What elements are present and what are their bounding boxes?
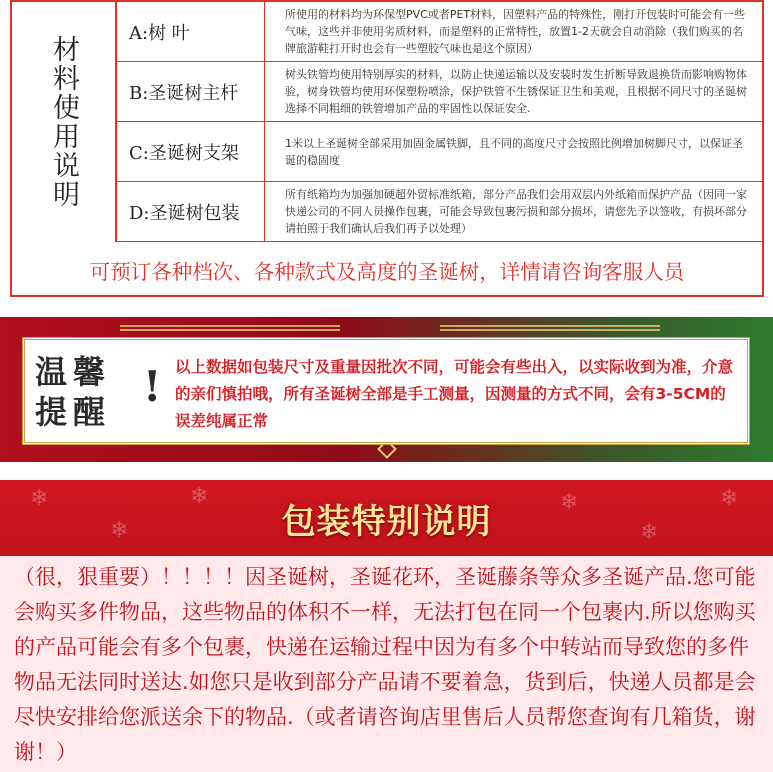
packaging-title: 包装特别说明 [281, 501, 492, 542]
material-table-title: 材料使用说明 [48, 35, 79, 209]
packaging-header [0, 480, 773, 556]
material-row-label: C:圣诞树支架 [117, 122, 265, 181]
material-row-desc: 所有纸箱均为加强加硬超外贸标准纸箱，部分产品我们会用双层内外纸箱而保护产品（因同一家快递公司的不同人员操作包裹，可能会导致包裹污损和部分损坏，请您先予以签收，有损坏部分请拍照于我们确认后我们再予以处理） [285, 188, 747, 235]
snowflake-icon: ❄ [720, 486, 739, 511]
snowflake-icon: ❄ [30, 486, 49, 511]
warm-reminder-heading-line2: 提醒 [35, 393, 112, 431]
exclamation-mark: ! [143, 362, 162, 411]
warm-reminder-heading-line1: 温馨 [35, 353, 112, 391]
snowflake-icon: ❄ [560, 490, 579, 515]
warm-reminder-text: 以上数据如包装尺寸及重量因批次不同，可能会有些出入，以实际收到为准，介意的亲们慎拍哦，所有圣诞树全部是手工测量，因测量的方式不同，会有3-5CM的误差纯属正常 [175, 358, 734, 430]
material-table-title-cell [12, 2, 117, 242]
snowflake-icon: ❄ [190, 484, 209, 509]
material-row-desc: 1米以上圣诞树全部采用加固金属铁脚，且不同的高度尺寸会按照比例增加树脚尺寸，以保证圣诞的稳固度 [285, 136, 743, 167]
material-row-leaves [117, 2, 764, 62]
packaging-body [0, 556, 773, 772]
snowflake-icon: ❄ [110, 518, 129, 543]
packaging-text: （很，狠重要）！！！！因圣诞树，圣诞花环，圣诞藤条等众多圣诞产品.您可能会购买多件物品，这些物品的体积不一样，无法打包在同一个包裹内.所以您购买的产品可能会有多个包裹，快递在运输过程中因为有多个中转站而导致您的多件物品无法同时送达.如您只是收到部分产品请不要着急，货到后，快递人员都是会尽快安排给您派送余下的物品.（或者请咨询店里售后人员帮您查询有几箱货，谢谢！） [14, 565, 756, 764]
material-row-trunk [117, 62, 764, 122]
material-row-label: B:圣诞树主杆 [117, 62, 265, 121]
warm-reminder-box [22, 337, 750, 445]
snowflake-icon: ❄ [640, 520, 659, 545]
material-row-desc: 所使用的材料均为环保型PVC或者PET材料，因塑料产品的特殊性，刚打开包装时可能会有一些气味，这些并非使用劣质材料，而是塑料的正常特性，放置1-2天就会自动消除（我们购买的名牌旅游鞋打开时也会有一些塑胶气味也是这个原因） [285, 8, 746, 55]
material-row-label: D:圣诞树包装 [117, 182, 265, 241]
gold-ornament-line [120, 325, 340, 331]
material-row-label: A:树 叶 [117, 2, 265, 61]
material-row-stand [117, 122, 764, 182]
warm-reminder-banner [0, 317, 773, 462]
material-row-desc: 树头铁管均使用特别厚实的材料，以防止快递运输以及安装时发生折断导致退换货而影响购物体验，树身铁管均使用环保塑粉喷涂，保护铁管不生锈保证卫生和美观，且根据不同尺寸的圣诞树选择不同粗细的铁管增加产品的牢固性以保证安全. [285, 68, 747, 115]
material-preorder-note: 可预订各种档次、各种款式及高度的圣诞树，详情请咨询客服人员 [89, 259, 685, 284]
gold-ornament-line [440, 325, 660, 331]
material-row-packaging [117, 182, 764, 242]
material-table [10, 0, 764, 297]
